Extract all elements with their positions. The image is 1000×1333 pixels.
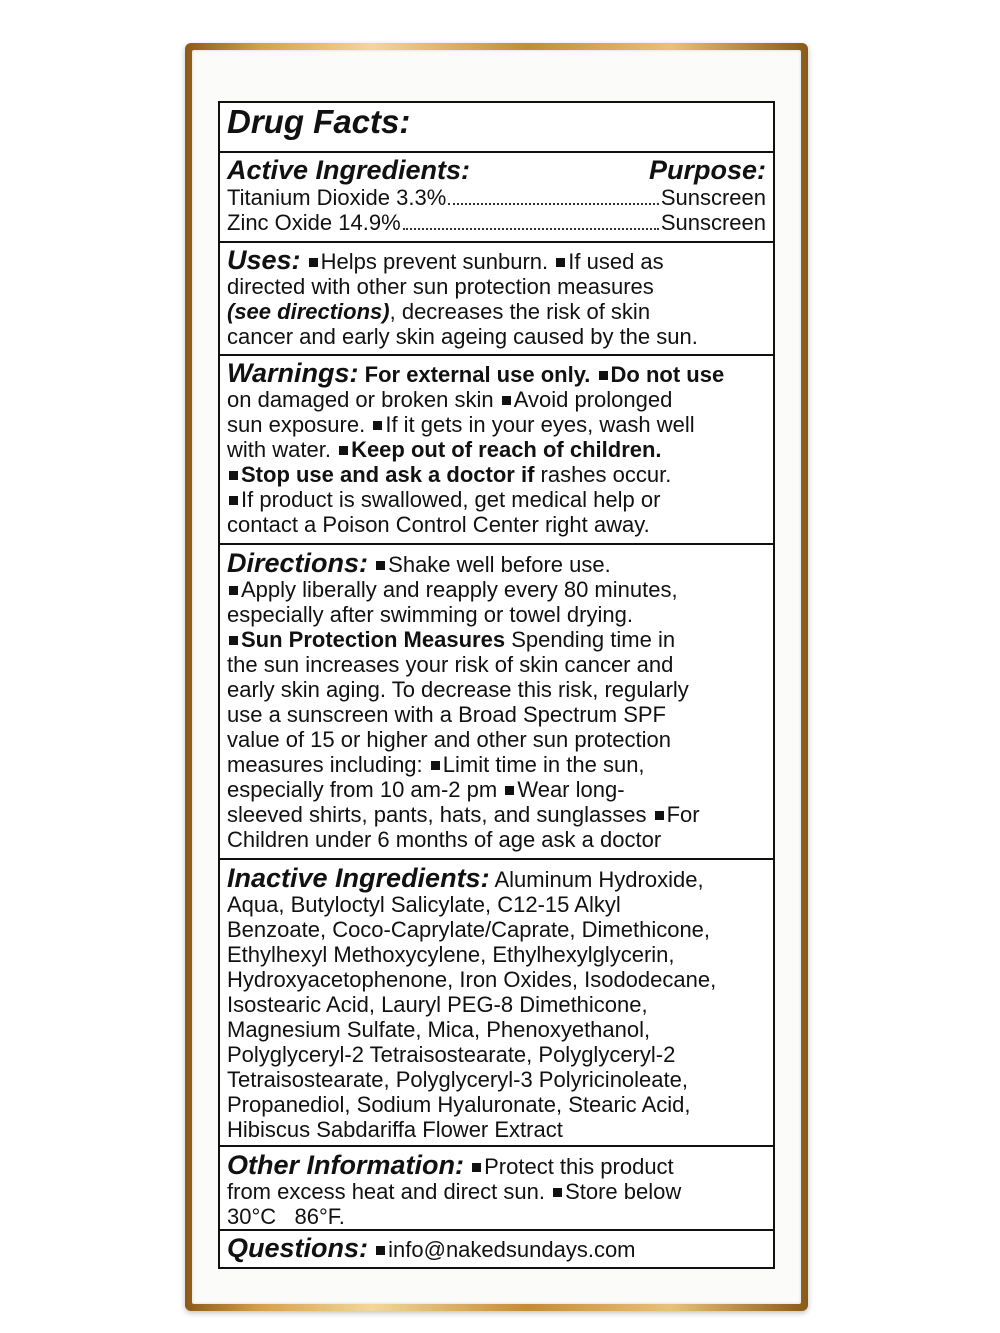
divider	[220, 858, 773, 860]
inactive-ingredients-heading: Inactive Ingredients:	[227, 863, 490, 893]
directions-text: Spending time in	[505, 627, 676, 652]
directions-text: Children under 6 months of age ask a doctor	[227, 827, 662, 852]
warnings-text: If it gets in your eyes, wash well	[385, 412, 695, 437]
drug-facts-title-block	[227, 103, 766, 140]
inactive-text: Polyglyceryl-2 Tetraisostearate, Polyglyceryl-2	[227, 1042, 676, 1067]
warnings-text: rashes occur.	[534, 462, 672, 487]
other-information-heading: Other Information:	[227, 1150, 464, 1180]
bullet-icon	[339, 446, 348, 455]
ingredient-name: Zinc Oxide 14.9%	[227, 210, 401, 235]
inactive-text: Propanediol, Sodium Hyaluronate, Stearic Acid,	[227, 1092, 691, 1117]
bullet-icon	[655, 811, 664, 820]
ingredient-purpose: Sunscreen	[660, 185, 766, 210]
other-text: Store below	[565, 1179, 682, 1204]
drug-facts-title: Drug Facts:	[227, 103, 411, 140]
bullet-icon	[431, 761, 440, 770]
bullet-icon	[553, 1188, 562, 1197]
bullet-icon	[373, 421, 382, 430]
divider	[220, 151, 773, 153]
purpose-heading: Purpose:	[648, 155, 766, 185]
active-ingredients-heading: Active Ingredients:	[227, 155, 471, 185]
inactive-text: Tetraisostearate, Polyglyceryl-3 Polyricinoleate,	[227, 1067, 688, 1092]
bullet-icon	[229, 636, 238, 645]
directions-text: early skin aging. To decrease this risk, regularly	[227, 677, 689, 702]
inactive-text: Aluminum Hydroxide,	[489, 867, 704, 892]
active-ingredients-section	[227, 155, 766, 235]
warnings-heading: Warnings:	[227, 358, 359, 388]
divider	[220, 354, 773, 356]
divider	[220, 1145, 773, 1147]
warnings-text: on damaged or broken skin	[227, 387, 494, 412]
directions-text: Wear long-	[517, 777, 625, 802]
inactive-text: Ethylhexyl Methoxycylene, Ethylhexylglycerin,	[227, 942, 675, 967]
inactive-text: Magnesium Sulfate, Mica, Phenoxyethanol,	[227, 1017, 651, 1042]
divider	[220, 241, 773, 243]
bullet-icon	[309, 258, 318, 267]
warnings-text: with water.	[227, 437, 331, 462]
bullet-icon	[229, 496, 238, 505]
directions-text: use a sunscreen with a Broad Spectrum SPF	[227, 702, 666, 727]
divider	[220, 543, 773, 545]
warnings-text: If product is swallowed, get medical help or	[241, 487, 661, 512]
directions-text: especially after swimming or towel drying.	[227, 602, 633, 627]
directions-text: sleeved shirts, pants, hats, and sunglasses	[227, 802, 647, 827]
warnings-text: Stop use and ask a doctor if	[241, 462, 535, 487]
warnings-text: For external use only.	[364, 362, 591, 387]
directions-text: For	[666, 802, 700, 827]
bullet-icon	[229, 471, 238, 480]
warnings-text: Avoid prolonged	[513, 387, 673, 412]
directions-section	[227, 548, 766, 852]
uses-text: Helps prevent sunburn.	[320, 249, 549, 274]
questions-section	[227, 1233, 766, 1263]
bullet-icon	[556, 258, 565, 267]
warnings-text: Do not use	[610, 362, 725, 387]
bullet-icon	[376, 561, 385, 570]
directions-heading: Directions:	[227, 548, 369, 578]
ingredient-row	[227, 185, 766, 210]
other-text: 30°C 86°F.	[227, 1204, 345, 1229]
other-information-section	[227, 1150, 766, 1229]
ingredient-name: Titanium Dioxide 3.3%	[227, 185, 447, 210]
other-text: from excess heat and direct sun.	[227, 1179, 545, 1204]
warnings-section	[227, 358, 766, 537]
leader-dots	[448, 203, 659, 205]
directions-text: Shake well before use.	[388, 552, 611, 577]
uses-text: directed with other sun protection measures	[227, 274, 654, 299]
warnings-text: contact a Poison Control Center right away.	[227, 512, 650, 537]
directions-text: Apply liberally and reapply every 80 minutes,	[241, 577, 678, 602]
uses-text: cancer and early skin ageing caused by the sun.	[227, 324, 698, 349]
inactive-text: Hibiscus Sabdariffa Flower Extract	[227, 1117, 563, 1142]
warnings-text: sun exposure.	[227, 412, 366, 437]
uses-heading: Uses:	[227, 245, 301, 275]
ingredient-purpose: Sunscreen	[660, 210, 766, 235]
bullet-icon	[376, 1246, 385, 1255]
bullet-icon	[502, 396, 511, 405]
inactive-ingredients-section	[227, 863, 766, 1142]
inactive-text: Hydroxyacetophenone, Iron Oxides, Isododecane,	[227, 967, 717, 992]
other-text: Protect this product	[484, 1154, 674, 1179]
warnings-text: Keep out of reach of children.	[351, 437, 662, 462]
directions-text: Limit time in the sun,	[442, 752, 645, 777]
inactive-text: Isostearic Acid, Lauryl PEG-8 Dimethicone,	[227, 992, 648, 1017]
uses-section	[227, 245, 766, 349]
bullet-icon	[472, 1163, 481, 1172]
uses-text: , decreases the risk of skin	[389, 299, 651, 324]
directions-text: especially from 10 am-2 pm	[227, 777, 498, 802]
questions-heading: Questions:	[227, 1233, 369, 1263]
directions-text: value of 15 or higher and other sun protection	[227, 727, 671, 752]
bullet-icon	[505, 786, 514, 795]
directions-text: Sun Protection Measures	[241, 627, 506, 652]
questions-email: info@nakedsundays.com	[388, 1237, 636, 1262]
leader-dots	[403, 228, 659, 230]
bullet-icon	[599, 371, 608, 380]
uses-emphasis: (see directions)	[227, 299, 390, 324]
ingredient-row	[227, 210, 766, 235]
uses-text: If used as	[568, 249, 664, 274]
directions-text: measures including:	[227, 752, 423, 777]
inactive-text: Benzoate, Coco-Caprylate/Caprate, Dimethicone,	[227, 917, 711, 942]
divider	[220, 1229, 773, 1231]
inactive-text: Aqua, Butyloctyl Salicylate, C12-15 Alkyl	[227, 892, 621, 917]
bullet-icon	[229, 586, 238, 595]
directions-text: the sun increases your risk of skin cancer and	[227, 652, 674, 677]
drug-facts-panel	[218, 101, 775, 1269]
